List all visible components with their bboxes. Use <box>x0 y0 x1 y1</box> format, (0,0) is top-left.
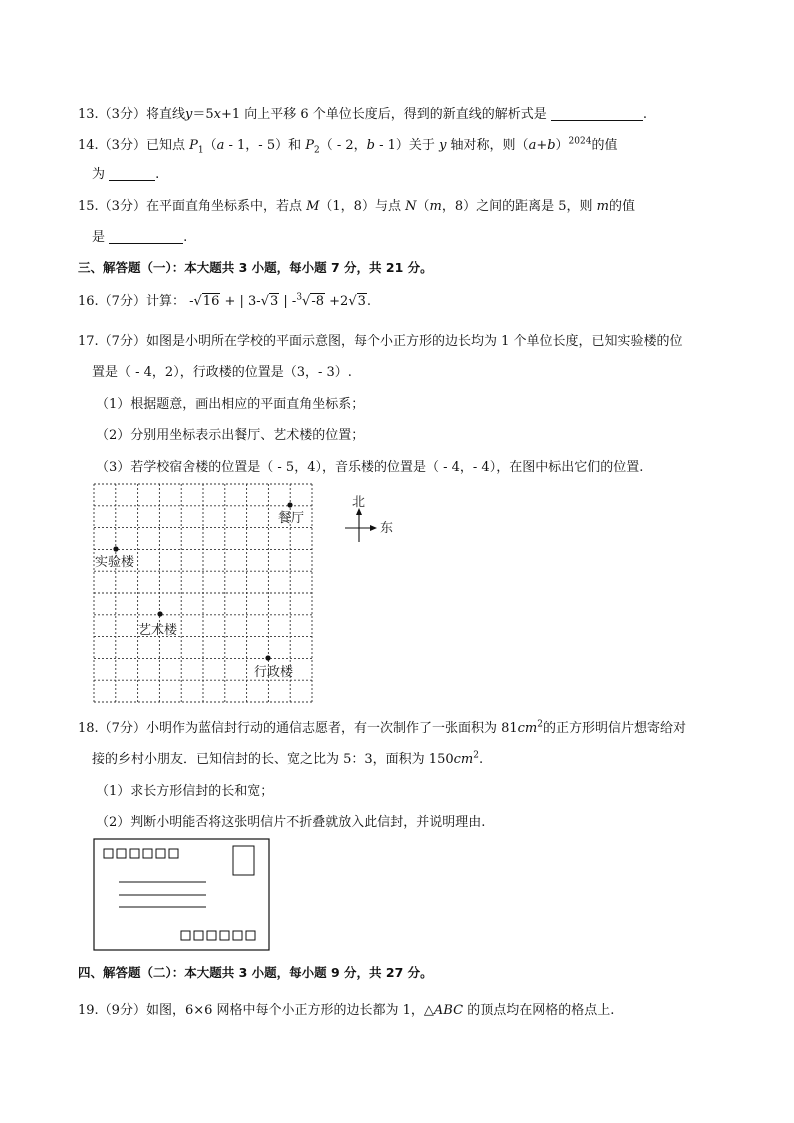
q14-ab: a+b <box>528 138 556 153</box>
q13-var-y: y <box>184 107 193 122</box>
q14-axis: 轴对称，则（ <box>446 138 529 153</box>
q14-close: ） <box>555 138 569 153</box>
q15-tail: 的值 <box>608 199 635 214</box>
q15-var-m: m <box>429 199 442 214</box>
q16-abs-close: | - <box>279 294 297 309</box>
q13-mid: +1 向上平移 6 个单位长度后，得到的新直线的解析式是 <box>220 107 547 122</box>
admin-label: 行政楼 <box>254 665 294 680</box>
q16-sqrt-3: 3 <box>269 294 279 309</box>
q15-n-open: （ <box>416 199 430 214</box>
q18-line1-a: 18.（7分）小明作为蓝信封行动的通信志愿者，有一次制作了一张面积为 81 <box>78 721 518 736</box>
q18-line2 <box>92 748 483 767</box>
q18-line1 <box>78 717 686 736</box>
q18-line1-b: 的正方形明信片想寄给对 <box>542 721 686 736</box>
q13-eq: ＝5 <box>192 107 214 122</box>
art-label: 艺术楼 <box>138 623 178 638</box>
q16-plus2: +2 <box>325 294 349 309</box>
q15-var-m2: m <box>596 199 609 214</box>
q14-var-a: a <box>216 138 225 153</box>
section-4-heading: 四、解答题（二）：本大题共 3 小题，每小题 9 分，共 27 分。 <box>78 965 433 980</box>
q16-text: 16.（7分）计算： <box>78 294 185 309</box>
q16-cube-index: 3 <box>296 292 303 303</box>
q18-sup2: 2 <box>473 750 479 761</box>
q14-var-y: y <box>439 138 447 153</box>
art-point <box>157 611 162 616</box>
canteen-point <box>287 502 292 507</box>
q17-line2: 置是（ - 4，2），行政楼的位置是（3，- 3）. <box>92 365 352 380</box>
q18-line2-a: 接的乡村小朋友．已知信封的长、宽之比为 5：3，面积为 150 <box>92 752 454 767</box>
q14-exponent: 2024 <box>568 136 592 147</box>
q14-line2-prefix: 为 <box>92 167 106 182</box>
q15-m-coords: （1，8）与点 <box>319 199 401 214</box>
compass-north: 北 <box>352 495 366 510</box>
q13-text: 13.（3分）将直线 <box>78 107 185 122</box>
q14-p2-sub: 2 <box>313 145 320 156</box>
q15-text: 15.（3分）在平面直角坐标系中，若点 <box>78 199 302 214</box>
q18-unit1: cm <box>517 721 538 736</box>
lab-point <box>113 546 118 551</box>
q13-var-x: x <box>213 107 221 122</box>
question-19 <box>78 999 614 1018</box>
q15-line2-prefix: 是 <box>92 230 106 245</box>
q17-line1: 17.（7分）如图是小明所在学校的平面示意图，每个小正方形的边长均为 1 个单位长度，已知实验楼的位 <box>78 334 683 349</box>
compass-east: 东 <box>380 521 394 536</box>
q15-line2-end: . <box>183 230 188 245</box>
q16-abs-open: + | 3- <box>224 294 261 309</box>
q15-n-close: ，8）之间的距离是 5，则 <box>441 199 593 214</box>
q14-p1: P <box>189 138 198 153</box>
admin-point <box>265 655 270 660</box>
q14-p1-sub: 1 <box>197 145 204 156</box>
east-arrow-icon <box>370 525 377 531</box>
lab-label: 实验楼 <box>95 555 135 570</box>
q19-text: 19.（9分）如图，6×6 网格中每个小正方形的边长都为 1，△ <box>78 1003 434 1018</box>
canteen-label: 餐厅 <box>278 511 305 526</box>
q15-point-n: N <box>405 199 417 214</box>
q19-tail: 的顶点均在网格的格点上. <box>463 1003 615 1018</box>
compass <box>345 495 393 542</box>
q13-end: . <box>642 107 648 122</box>
q15-point-m: M <box>306 199 320 214</box>
q14-text: 14.（3分）已知点 <box>78 138 185 153</box>
q14-line2-end: . <box>155 167 160 182</box>
q14-p2-rest: - 1）关于 <box>374 138 435 153</box>
q18-sub2: （2）判断小明能否将这张明信片不折叠就放入此信封，并说明理由. <box>96 815 486 830</box>
q17-sub1: （1）根据题意，画出相应的平面直角坐标系； <box>96 397 365 412</box>
q16-cbrt: -8 <box>311 294 325 309</box>
q19-triangle-abc: ABC <box>433 1003 464 1018</box>
q14-var-b: b <box>366 138 375 153</box>
q16-sqrt-16: 16 <box>202 294 220 309</box>
q14-tail: 的值 <box>591 138 618 153</box>
q18-sub1: （1）求长方形信封的长和宽； <box>96 784 274 799</box>
q18-line2-b: . <box>478 752 484 767</box>
q17-sub3: （3）若学校宿舍楼的位置是（ - 5，4），音乐楼的位置是（ - 4，- 4），在图中标出它们的位置. <box>96 460 644 475</box>
q16-end: . <box>366 294 372 309</box>
section-3-heading: 三、解答题（一）：本大题共 3 小题，每小题 7 分，共 21 分。 <box>78 260 433 275</box>
q14-p2-open: （ - 2， <box>319 138 367 153</box>
q18-sup1: 2 <box>537 719 543 730</box>
q17-sub2: （2）分别用坐标表示出餐厅、艺术楼的位置； <box>96 428 365 443</box>
q16-sqrt-3b: 3 <box>357 294 366 309</box>
q14-p1-rest: - 1，- 5）和 <box>224 138 302 153</box>
q18-unit2: cm <box>453 752 474 767</box>
q14-p1-open: （ <box>203 138 217 153</box>
q16-neg: - <box>189 294 194 309</box>
q14-p2: P <box>305 138 314 153</box>
question-16: 16.（7分）计算： -√16 + | 3-√3 | -$^3$√-8 +2√3. <box>78 292 372 309</box>
envelope-figure <box>92 837 272 953</box>
